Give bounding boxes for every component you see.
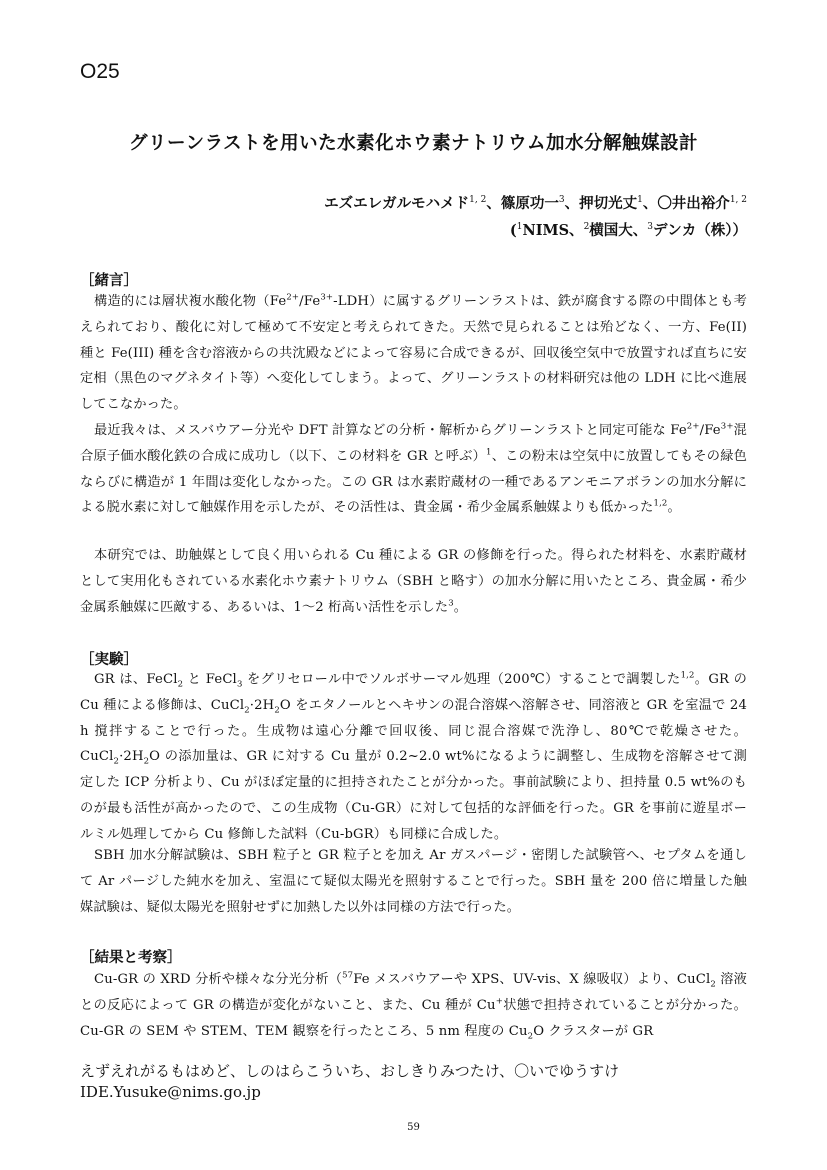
section-heading-results: ［結果と考察］ [80, 949, 182, 966]
text-run: 。 [453, 599, 468, 615]
text-run: O の添加量は、GR に対する Cu 量が 0.2~2.0 wt%になるように調整し、生成物を溶解させて測定した ICP 分析より、Cu がほぼ定量的に担持されたことが分かった。事前試験により、担持量 0.5 wt%のものが最も活性が高かったので、この生成物（Cu-GR）に対して包括的な評価を行った。GR を事前に遊星ボールミル処理してから Cu 修飾した試料（Cu-bGR）も同様に合成した。 [80, 749, 747, 842]
affiliation-name: NIMS、 [522, 222, 584, 239]
superscript: 57 [342, 970, 354, 981]
affiliation-mark: 3 [647, 222, 654, 233]
affiliation-list [510, 219, 747, 240]
affiliation-mark: 1 [516, 222, 523, 233]
citation-superscript: 1 [486, 447, 492, 458]
superscript: 3+ [720, 421, 734, 432]
text-run: /Fe [699, 423, 721, 438]
text-run: 構造的には層状複水酸化物（Fe [94, 294, 287, 309]
intro-paragraph-1 [80, 289, 747, 418]
author-name: エズエレガルモハメド [324, 195, 470, 212]
citation-superscript: 1,2 [680, 670, 695, 681]
text-run: Fe メスバウアーや XPS、UV-vis、X 線吸収）より、CuCl [353, 972, 711, 987]
text-run: O クラスターが GR [533, 1023, 654, 1039]
author-name: 〇井出裕介 [657, 195, 730, 212]
subscript: 2 [177, 679, 184, 690]
author-affil-mark: 1, 2 [729, 195, 747, 206]
section-heading-experimental: ［実験］ [80, 651, 138, 668]
subscript: 2 [710, 979, 716, 990]
text-run: 。 [667, 500, 681, 516]
text-run: ·2H [119, 749, 144, 765]
text-run: O をエタノールとヘキサンの混合溶媒へ溶解させ、同溶液と GR を室温で 24 h 撹拌することで行った。生成物は遠心分離で回収後、同じ混合溶媒で洗浄し、80℃で乾燥させた。CuCl [80, 697, 747, 765]
paper-title: グリーンラストを用いた水素化ホウ素ナトリウム加水分解触媒設計 [129, 133, 698, 154]
text-run: 最近我々は、メスバウアー分光や DFT 計算などの分析・解析からグリーンラストと同定可能な Fe [94, 423, 687, 438]
subscript: 2 [244, 705, 250, 716]
subscript: 2 [527, 1031, 534, 1042]
text-run: 混合原子価水酸化鉄の合成に成功し（以下、この材料を GR と呼ぶ） [80, 423, 748, 464]
author-separator: 、 [642, 195, 658, 212]
subscript: 3 [236, 679, 243, 690]
text-run: 溶液との反応によって GR の構造が変化がないこと、また、Cu 種が Cu [80, 972, 747, 1013]
contact-email: IDE.Yusuke@nims.go.jp [80, 1083, 261, 1101]
text-run: ·2H [249, 697, 275, 713]
text-run: Cu-GR の XRD 分析や様々な分光分析（ [94, 972, 343, 987]
text-run: GR は、FeCl [94, 672, 178, 687]
text-run: 状態で担持されていることが分かった。Cu-GR の SEM や STEM、TEM 観察を行ったところ、5 nm 程度の Cu [80, 997, 747, 1039]
experimental-paragraph-2: SBH 加水分解試験は、SBH 粒子と GR 粒子とを加え Ar ガスパージ・密閉した試験管へ、セプタムを通して Ar パージした純水を加え、室温にて疑似太陽光を照射することで行った。SBH 量を 200 倍に増量した触媒試験は、疑似太陽光を照射せずに加熱した以外は同様の方法で行った。 [80, 848, 747, 915]
citation-superscript: 1,2 [653, 499, 668, 509]
superscript: 3+ [320, 292, 334, 303]
affiliation-name: 横国大、 [589, 222, 648, 239]
subscript: 2 [274, 705, 280, 716]
section-heading-introduction: ［緒言］ [80, 272, 138, 289]
text-run: 本研究では、助触媒として良く用いられる Cu 種による GR の修飾を行った。得られた材料を、水素貯蔵材として実用化もされている水素化ホウ素ナトリウム（SBH と略す）の加水分解に用いたところ、貴金属・希少金属系触媒に匹敵する、あるいは、1〜2 桁高い活性を示した [80, 548, 747, 615]
subscript: 2 [113, 757, 120, 768]
superscript: 2+ [286, 292, 300, 303]
intro-paragraph-2 [80, 418, 747, 521]
text-run: /Fe [299, 294, 321, 309]
author-affil-mark: 1 [637, 195, 643, 206]
text-run: 。GR の Cu 種による修飾は、CuCl [80, 672, 748, 713]
intro-paragraph-3 [80, 543, 747, 620]
text-run: をグリセロール中でソルボサーマル処理（200℃）することで調製した [242, 672, 681, 687]
abstract-id: O25 [80, 60, 120, 83]
page-number: 59 [407, 1122, 420, 1133]
author-name: 篠原功一 [500, 195, 559, 212]
results-paragraph-1 [80, 967, 747, 1044]
text-run: 、この粉末は空気中に放置してもその緑色ならびに構造が 1 年間は変化しなかった。この GR は水素貯蔵材の一種であるアンモニアボランの加水分解による脱水素に対して触媒作用を示したが、その活性は、貴金属・希少金属系触媒よりも低かった [80, 448, 747, 516]
author-separator: 、 [486, 195, 501, 212]
subscript: 2 [143, 757, 150, 768]
author-separator: 、 [564, 195, 580, 212]
text-run: と FeCl [183, 672, 237, 687]
text-run: -LDH）に属するグリーンラストは、鉄が腐食する際の中間体とも考えられており、酸化に対して極めて不安定と考えられてきた。天然で見られることは殆どなく、一方、Fe(II) 種と Fe(III) 種を含む溶液からの共沈殿などによって容易に合成できるが、回収後空気中で放置すれば直ちに安定相（黒色のマグネタイト等）へ変化してしまう。よって、グリーンラストの材料研究は他の LDH に比べ進展してこなかった。 [80, 294, 747, 413]
author-affil-mark: 1, 2 [469, 195, 487, 206]
author-affil-mark: 3 [558, 195, 565, 206]
author-list [324, 192, 747, 213]
affiliation-open-paren: ( [509, 222, 517, 239]
affiliation-mark: 2 [583, 222, 590, 233]
citation-superscript: 3 [448, 598, 454, 609]
author-reading-kana: えずえれがるもはめど、しのはらこういち、おしきりみつたけ、〇いでゆうすけ [80, 1062, 620, 1080]
experimental-paragraph-1 [80, 667, 747, 848]
author-name: 押切光丈 [579, 195, 638, 212]
superscript: 2+ [686, 421, 700, 432]
superscript: + [495, 996, 503, 1007]
affiliation-name: デンカ（株）） [653, 222, 747, 239]
